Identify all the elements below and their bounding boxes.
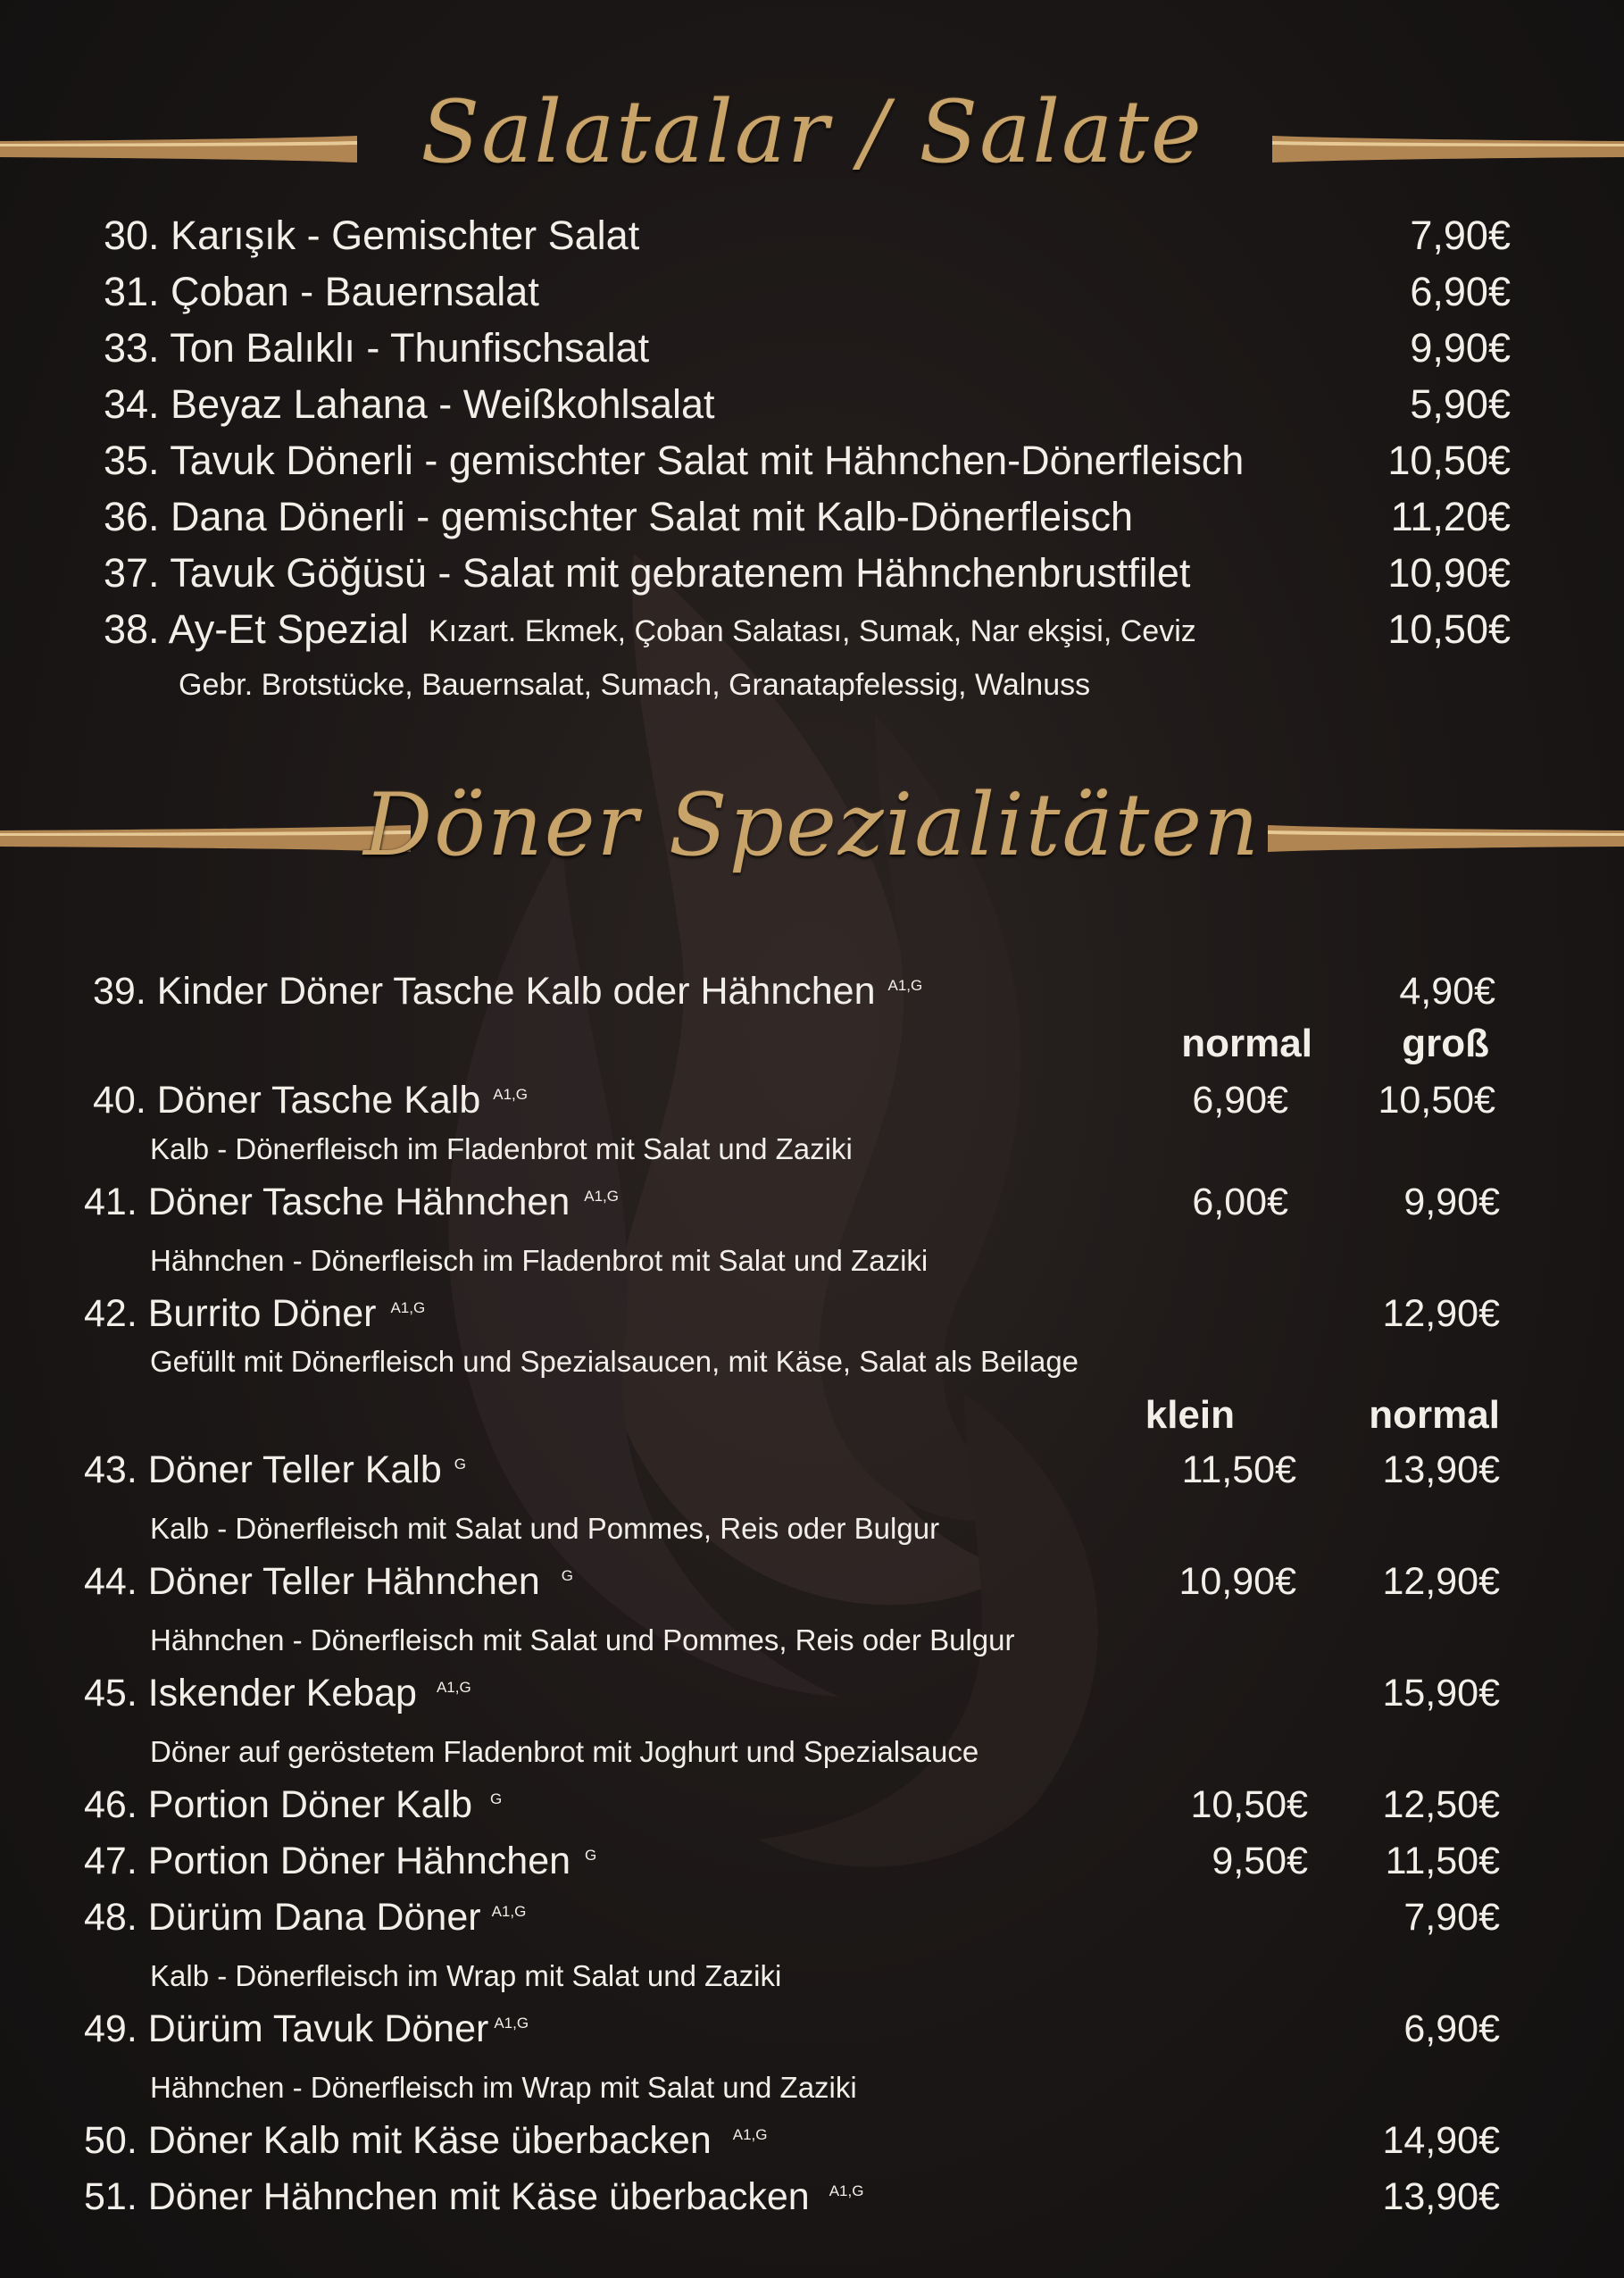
price-col1: 11,50€ [1181, 1448, 1296, 1491]
doener-item-desc: Hähnchen - Dönerfleisch im Wrap mit Salat und Zaziki [150, 2071, 857, 2104]
allergen-marker: A1,G [887, 976, 923, 994]
doener-item-name [84, 1448, 466, 1492]
doener-item-name-text: 42. Burrito Döner [84, 1292, 377, 1335]
doener-item-name [84, 2007, 529, 2051]
price-col2: 12,90€ [1382, 1292, 1500, 1335]
size-header-col1: klein [1145, 1393, 1235, 1437]
price-col1: 6,90€ [1192, 1079, 1288, 1122]
doener-item-desc: Kalb - Dönerfleisch im Fladenbrot mit Salat und Zaziki [150, 1132, 853, 1165]
size-header-col1: normal [1181, 1022, 1312, 1065]
salate-item-extra: Kızart. Ekmek, Çoban Salatası, Sumak, Nar ekşisi, Ceviz [429, 614, 1196, 648]
salate-item-name: 38. Ay-Et Spezial [104, 606, 409, 652]
allergen-marker: A1,G [436, 1678, 471, 1696]
doener-item-name-text: 45. Iskender Kebap [84, 1672, 417, 1715]
doener-item-desc: Döner auf geröstetem Fladenbrot mit Joghurt und Spezialsauce [150, 1735, 979, 1768]
salate-item-name: 35. Tavuk Dönerli - gemischter Salat mit Hähnchen-Dönerfleisch [104, 438, 1245, 483]
doener-item-desc: Gefüllt mit Dönerfleisch und Spezialsaucen, mit Käse, Salat als Beilage [150, 1345, 1079, 1378]
price-col1: 10,50€ [1190, 1783, 1308, 1826]
doener-item-name-text: 46. Portion Döner Kalb [84, 1783, 473, 1826]
price-col1: 6,00€ [1192, 1181, 1288, 1223]
allergen-marker: G [454, 1455, 467, 1473]
allergen-marker: A1,G [494, 2014, 529, 2032]
doener-item-name [84, 1672, 471, 1715]
doener-item-name-text: 48. Dürüm Dana Döner [84, 1896, 481, 1939]
salate-heading: Salatalar / Salate [421, 82, 1203, 182]
allergen-marker: A1,G [491, 1902, 527, 1920]
doener-item-name-text: 50. Döner Kalb mit Käse überbacken [84, 2119, 712, 2162]
allergen-marker: A1,G [829, 2182, 864, 2199]
doener-item-desc: Hähnchen - Dönerfleisch mit Salat und Pommes, Reis oder Bulgur [150, 1623, 1015, 1656]
doener-item-name [84, 1560, 573, 1604]
allergen-marker: A1,G [493, 1085, 529, 1103]
doener-heading: Döner Spezialitäten [363, 775, 1261, 875]
price-col2: 13,90€ [1382, 2175, 1500, 2218]
allergen-marker: G [585, 1846, 597, 1864]
salate-item-price: 10,90€ [1387, 550, 1511, 596]
salate-item-name: 30. Karışık - Gemischter Salat [104, 213, 640, 258]
salate-item-name: 33. Ton Balıklı - Thunfischsalat [104, 325, 650, 371]
doener-item-desc: Kalb - Dönerfleisch im Wrap mit Salat und Zaziki [150, 1959, 782, 1992]
doener-item-name-text: 41. Döner Tasche Hähnchen [84, 1181, 570, 1223]
price-col2: 12,50€ [1382, 1783, 1500, 1826]
allergen-marker: G [561, 1566, 573, 1584]
price-col2: 11,50€ [1385, 1840, 1500, 1882]
doener-item-name-text: 39. Kinder Döner Tasche Kalb oder Hähnchen [93, 970, 876, 1013]
doener-item-name [84, 2175, 863, 2219]
price-col2: 10,50€ [1378, 1079, 1495, 1122]
doener-item-name [84, 2119, 768, 2163]
salate-item-price: 5,90€ [1410, 381, 1511, 427]
price-col1: 10,90€ [1178, 1560, 1296, 1603]
doener-item-name [84, 1896, 526, 1940]
doener-item-name-text: 40. Döner Tasche Kalb [93, 1079, 481, 1122]
doener-item-name [84, 1840, 596, 1883]
salate-item-name: 31. Çoban - Bauernsalat [104, 269, 539, 314]
doener-item-name-text: 47. Portion Döner Hähnchen [84, 1840, 571, 1882]
price-col2: 15,90€ [1382, 1672, 1500, 1715]
price-col2: 7,90€ [1403, 1896, 1500, 1939]
doener-item-name [84, 1181, 619, 1224]
salate-item-price: 9,90€ [1410, 325, 1511, 371]
salate-item-price: 6,90€ [1410, 269, 1511, 314]
salate-item-name: 36. Dana Dönerli - gemischter Salat mit Kalb-Dönerfleisch [104, 494, 1133, 539]
doener-item-desc: Hähnchen - Dönerfleisch im Fladenbrot mit Salat und Zaziki [150, 1244, 929, 1277]
salate-item-price: 11,20€ [1390, 494, 1511, 539]
allergen-marker: A1,G [584, 1187, 619, 1205]
allergen-marker: G [490, 1790, 503, 1807]
doener-item-name [93, 1079, 528, 1122]
doener-item-name-text: 44. Döner Teller Hähnchen [84, 1560, 540, 1603]
price-col2: 13,90€ [1382, 1448, 1500, 1491]
size-header-col2: groß [1402, 1022, 1489, 1065]
price-col2: 9,90€ [1403, 1181, 1500, 1223]
salate-item-price: 10,50€ [1387, 606, 1511, 652]
salate-item-desc: Gebr. Brotstücke, Bauernsalat, Sumach, Granatapfelessig, Walnuss [179, 668, 1091, 702]
size-header-col2: normal [1369, 1393, 1500, 1437]
price-col2: 12,90€ [1382, 1560, 1500, 1603]
doener-item-name-text: 49. Dürüm Tavuk Döner [84, 2007, 489, 2050]
price-col1: 9,50€ [1212, 1840, 1308, 1882]
salate-item-name: 34. Beyaz Lahana - Weißkohlsalat [104, 381, 715, 427]
doener-item-name [84, 1292, 425, 1336]
allergen-marker: A1,G [732, 2125, 768, 2143]
salate-item-price: 10,50€ [1387, 438, 1511, 483]
price-col2: 4,90€ [1399, 970, 1495, 1013]
salate-item-name: 37. Tavuk Göğüsü - Salat mit gebratenem Hähnchenbrustfilet [104, 550, 1191, 596]
doener-item-name-text: 51. Döner Hähnchen mit Käse überbacken [84, 2175, 810, 2218]
doener-item-name [84, 1783, 502, 1827]
doener-item-name-text: 43. Döner Teller Kalb [84, 1448, 442, 1491]
salate-item-price: 7,90€ [1410, 213, 1511, 258]
allergen-marker: A1,G [390, 1298, 426, 1316]
price-col2: 14,90€ [1382, 2119, 1500, 2162]
doener-item-name [93, 970, 922, 1014]
doener-item-desc: Kalb - Dönerfleisch mit Salat und Pommes, Reis oder Bulgur [150, 1512, 940, 1545]
price-col2: 6,90€ [1403, 2007, 1500, 2050]
